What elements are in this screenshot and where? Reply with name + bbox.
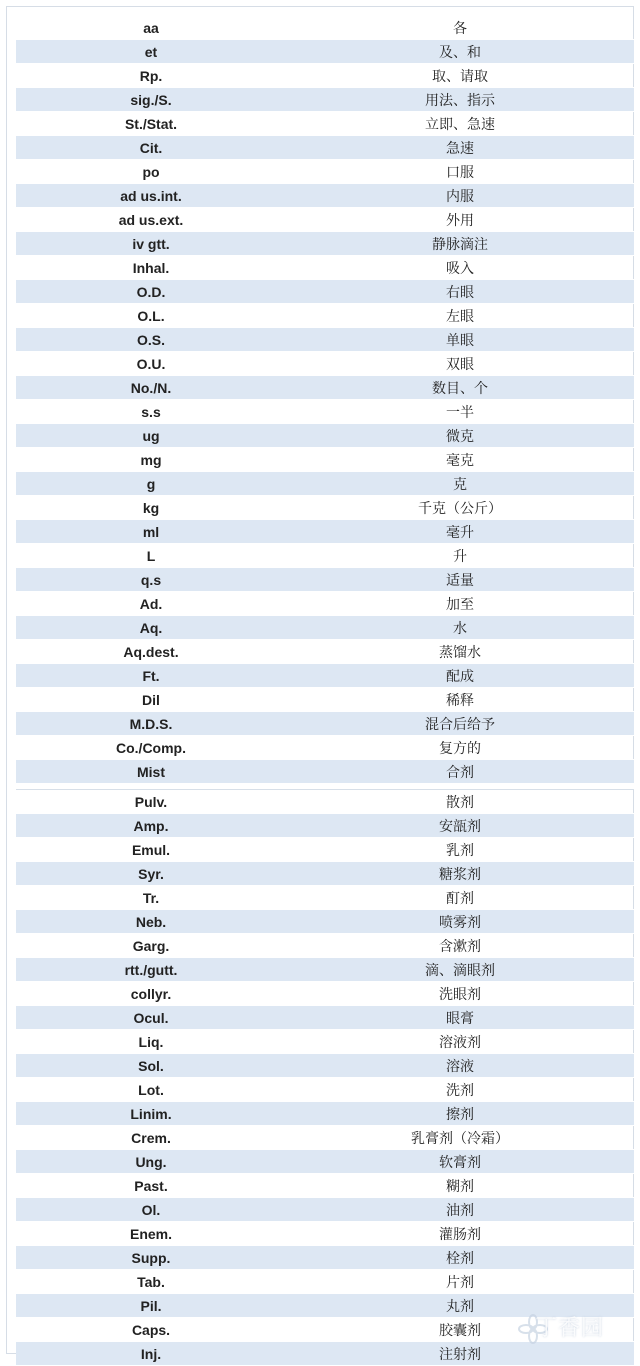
meaning-cell: 栓剂 <box>286 1246 634 1270</box>
table-row <box>16 1246 634 1270</box>
table-row <box>16 790 634 814</box>
table-row <box>16 1102 634 1126</box>
meaning-cell: 克 <box>286 472 634 496</box>
table-row <box>16 568 634 592</box>
meaning-cell: 升 <box>286 544 634 568</box>
table-row <box>16 736 634 760</box>
table-row <box>16 1030 634 1054</box>
meaning-cell: 胶囊剂 <box>286 1318 634 1342</box>
table-row <box>16 304 634 328</box>
table-row <box>16 208 634 232</box>
abbreviation-cell: ug <box>16 424 286 448</box>
table-row <box>16 688 634 712</box>
abbreviation-cell: Supp. <box>16 1246 286 1270</box>
abbreviation-cell: et <box>16 40 286 64</box>
table-row <box>16 64 634 88</box>
table-row <box>16 1006 634 1030</box>
table-row <box>16 814 634 838</box>
meaning-cell: 溶液剂 <box>286 1030 634 1054</box>
meaning-cell: 滴、滴眼剂 <box>286 958 634 982</box>
abbreviation-cell: Lot. <box>16 1078 286 1102</box>
meaning-cell: 丸剂 <box>286 1294 634 1318</box>
table-row <box>16 1342 634 1366</box>
table-row <box>16 256 634 280</box>
table-row <box>16 448 634 472</box>
abbreviation-cell: aa <box>16 16 286 40</box>
abbreviation-cell: Linim. <box>16 1102 286 1126</box>
meaning-cell: 静脉滴注 <box>286 232 634 256</box>
meaning-cell: 蒸馏水 <box>286 640 634 664</box>
abbreviation-cell: Neb. <box>16 910 286 934</box>
table-row <box>16 862 634 886</box>
abbreviation-cell: Cit. <box>16 136 286 160</box>
abbreviation-cell: Co./Comp. <box>16 736 286 760</box>
abbreviation-cell: kg <box>16 496 286 520</box>
abbreviation-cell: ad us.ext. <box>16 208 286 232</box>
abbreviation-cell: collyr. <box>16 982 286 1006</box>
table-row <box>16 88 634 112</box>
meaning-cell: 安瓿剂 <box>286 814 634 838</box>
meaning-cell: 乳剂 <box>286 838 634 862</box>
abbreviation-cell: Liq. <box>16 1030 286 1054</box>
table-row <box>16 664 634 688</box>
meaning-cell: 立即、急速 <box>286 112 634 136</box>
abbreviation-cell: ml <box>16 520 286 544</box>
abbreviation-table <box>16 16 634 1366</box>
meaning-cell: 急速 <box>286 136 634 160</box>
abbreviation-cell: Inhal. <box>16 256 286 280</box>
table-row <box>16 352 634 376</box>
table-row <box>16 544 634 568</box>
abbreviation-cell: Emul. <box>16 838 286 862</box>
abbreviation-cell: O.D. <box>16 280 286 304</box>
meaning-cell: 用法、指示 <box>286 88 634 112</box>
meaning-cell: 油剂 <box>286 1198 634 1222</box>
meaning-cell: 眼膏 <box>286 1006 634 1030</box>
abbreviation-cell: Ft. <box>16 664 286 688</box>
table-row <box>16 112 634 136</box>
abbreviation-cell: Pulv. <box>16 790 286 814</box>
meaning-cell: 片剂 <box>286 1270 634 1294</box>
abbreviation-cell: O.L. <box>16 304 286 328</box>
meaning-cell: 散剂 <box>286 790 634 814</box>
abbreviation-cell: s.s <box>16 400 286 424</box>
abbreviation-cell: Inj. <box>16 1342 286 1366</box>
meaning-cell: 擦剂 <box>286 1102 634 1126</box>
meaning-cell: 洗剂 <box>286 1078 634 1102</box>
abbreviation-cell: Tr. <box>16 886 286 910</box>
abbreviation-cell: Pil. <box>16 1294 286 1318</box>
meaning-cell: 口服 <box>286 160 634 184</box>
table-row <box>16 1054 634 1078</box>
table-row <box>16 184 634 208</box>
abbreviation-cell: mg <box>16 448 286 472</box>
document-frame <box>6 6 634 1354</box>
abbreviation-cell: O.S. <box>16 328 286 352</box>
meaning-cell: 糖浆剂 <box>286 862 634 886</box>
meaning-cell: 复方的 <box>286 736 634 760</box>
abbreviation-cell: po <box>16 160 286 184</box>
meaning-cell: 双眼 <box>286 352 634 376</box>
abbreviation-cell: L <box>16 544 286 568</box>
abbreviation-cell: Rp. <box>16 64 286 88</box>
meaning-cell: 糊剂 <box>286 1174 634 1198</box>
abbreviation-cell: Garg. <box>16 934 286 958</box>
meaning-cell: 毫升 <box>286 520 634 544</box>
abbreviation-cell: Aq.dest. <box>16 640 286 664</box>
meaning-cell: 吸入 <box>286 256 634 280</box>
table-row <box>16 1198 634 1222</box>
table-row <box>16 1126 634 1150</box>
meaning-cell: 右眼 <box>286 280 634 304</box>
meaning-cell: 水 <box>286 616 634 640</box>
abbreviation-cell: Enem. <box>16 1222 286 1246</box>
meaning-cell: 溶液 <box>286 1054 634 1078</box>
table-row <box>16 1270 634 1294</box>
abbreviation-cell: Tab. <box>16 1270 286 1294</box>
table-row <box>16 760 634 784</box>
table-row <box>16 376 634 400</box>
meaning-cell: 喷雾剂 <box>286 910 634 934</box>
meaning-cell: 注射剂 <box>286 1342 634 1366</box>
meaning-cell: 一半 <box>286 400 634 424</box>
table-row <box>16 616 634 640</box>
table-row <box>16 424 634 448</box>
table-row <box>16 472 634 496</box>
abbreviation-cell: Ung. <box>16 1150 286 1174</box>
abbreviation-cell: Crem. <box>16 1126 286 1150</box>
meaning-cell: 软膏剂 <box>286 1150 634 1174</box>
meaning-cell: 微克 <box>286 424 634 448</box>
abbreviation-cell: Caps. <box>16 1318 286 1342</box>
meaning-cell: 合剂 <box>286 760 634 784</box>
table-row <box>16 328 634 352</box>
table-row <box>16 520 634 544</box>
meaning-cell: 配成 <box>286 664 634 688</box>
abbreviation-cell: St./Stat. <box>16 112 286 136</box>
abbreviation-cell: iv gtt. <box>16 232 286 256</box>
abbreviation-cell: No./N. <box>16 376 286 400</box>
abbreviation-cell: Dil <box>16 688 286 712</box>
table-row <box>16 1078 634 1102</box>
abbreviation-cell: Ol. <box>16 1198 286 1222</box>
meaning-cell: 混合后给予 <box>286 712 634 736</box>
abbreviation-cell: ad us.int. <box>16 184 286 208</box>
meaning-cell: 洗眼剂 <box>286 982 634 1006</box>
meaning-cell: 乳膏剂（冷霜） <box>286 1126 634 1150</box>
meaning-cell: 稀释 <box>286 688 634 712</box>
meaning-cell: 各 <box>286 16 634 40</box>
meaning-cell: 及、和 <box>286 40 634 64</box>
abbreviation-cell: Ad. <box>16 592 286 616</box>
abbreviation-cell: Amp. <box>16 814 286 838</box>
meaning-cell: 左眼 <box>286 304 634 328</box>
meaning-cell: 灌肠剂 <box>286 1222 634 1246</box>
table-row <box>16 712 634 736</box>
watermark-text: 丁香园 <box>535 1311 604 1342</box>
table-body <box>16 16 634 1366</box>
table-row <box>16 982 634 1006</box>
table-row <box>16 400 634 424</box>
abbreviation-cell: M.D.S. <box>16 712 286 736</box>
meaning-cell: 内服 <box>286 184 634 208</box>
abbreviation-cell: rtt./gutt. <box>16 958 286 982</box>
table-row <box>16 160 634 184</box>
table-row <box>16 16 634 40</box>
abbreviation-cell: Syr. <box>16 862 286 886</box>
table-row <box>16 496 634 520</box>
meaning-cell: 毫克 <box>286 448 634 472</box>
table-row <box>16 592 634 616</box>
table-row <box>16 838 634 862</box>
table-row <box>16 958 634 982</box>
meaning-cell: 取、请取 <box>286 64 634 88</box>
abbreviation-cell: q.s <box>16 568 286 592</box>
meaning-cell: 加至 <box>286 592 634 616</box>
meaning-cell: 酊剂 <box>286 886 634 910</box>
meaning-cell: 外用 <box>286 208 634 232</box>
abbreviation-cell: Sol. <box>16 1054 286 1078</box>
meaning-cell: 适量 <box>286 568 634 592</box>
table-row <box>16 934 634 958</box>
meaning-cell: 千克（公斤） <box>286 496 634 520</box>
table-row <box>16 886 634 910</box>
abbreviation-cell: O.U. <box>16 352 286 376</box>
table-row <box>16 1150 634 1174</box>
meaning-cell: 数目、个 <box>286 376 634 400</box>
abbreviation-cell: Aq. <box>16 616 286 640</box>
meaning-cell: 单眼 <box>286 328 634 352</box>
abbreviation-cell: Mist <box>16 760 286 784</box>
table-row <box>16 40 634 64</box>
table-row <box>16 280 634 304</box>
table-row <box>16 640 634 664</box>
table-row <box>16 232 634 256</box>
abbreviation-cell: Ocul. <box>16 1006 286 1030</box>
table-row <box>16 1222 634 1246</box>
table-row <box>16 1174 634 1198</box>
table-row <box>16 136 634 160</box>
abbreviation-cell: g <box>16 472 286 496</box>
table-row <box>16 910 634 934</box>
meaning-cell: 含漱剂 <box>286 934 634 958</box>
abbreviation-cell: sig./S. <box>16 88 286 112</box>
abbreviation-cell: Past. <box>16 1174 286 1198</box>
